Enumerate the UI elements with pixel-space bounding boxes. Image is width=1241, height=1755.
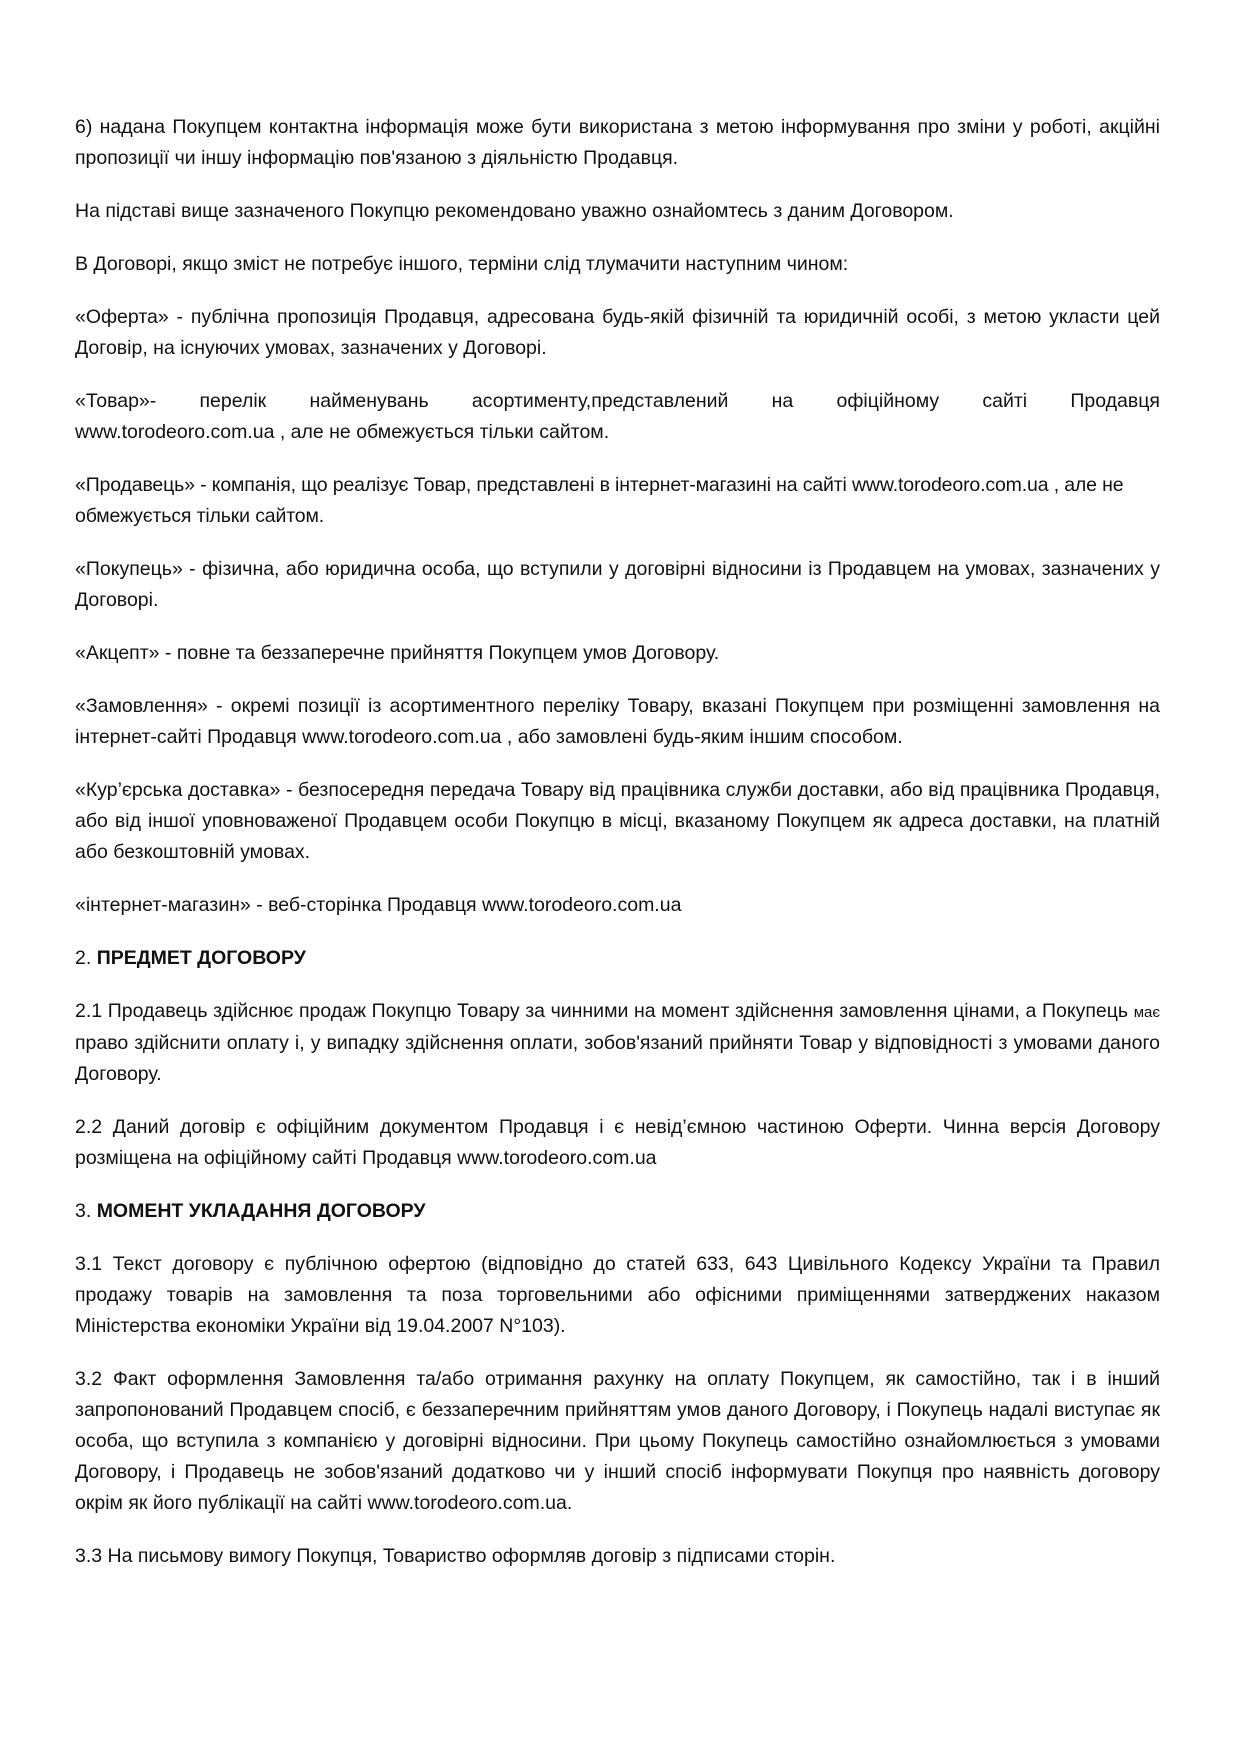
clause-3-2: 3.2 Факт оформлення Замовлення та/або отримання рахунку на оплату Покупцем, як самостійно, так і в інший запропонований Продавцем спосіб, є беззаперечним прийняттям умов даного Договору, і Покупець надалі виступає як особа, що вступила з компанією у договірні відносини. При цьому Покупець самостійно ознайомлюється з умовами Договору, і Продавець не зобов'язаний додатково чи у інший спосіб інформувати Покупця про наявність договору окрім як його публікації на сайті www.torodeoro.com.ua. (75, 1368, 1160, 1514)
section-3-number: 3. (75, 1200, 92, 1222)
paragraph-recommendation: На підставі вище зазначеного Покупцю рекомендовано уважно ознайомтесь з даним Договором. (75, 200, 954, 222)
definition-oferta: «Оферта» - публічна пропозиція Продавця, адресована будь-якій фізичній та юридичній особі, з метою укласти цей Договір, на існуючих умовах, зазначених у Договорі. (75, 306, 1160, 359)
clause-2-1 (75, 996, 1160, 1090)
section-2-heading (75, 943, 1160, 974)
word: офіційному (836, 390, 940, 412)
definition-internet-magazyn: «інтернет-магазин» - веб-сторінка Продавця www.torodeoro.com.ua (75, 894, 682, 916)
word: перелік (199, 390, 267, 412)
definition-tovar-line-1 (75, 386, 1160, 417)
definition-zamovlennia: «Замовлення» - окремі позиції із асортиментного переліку Товару, вказані Покупцем при розміщенні замовлення на інтернет-сайті Продавця www.torodeoro.com.ua , або замовлені будь-яким іншим способом. (75, 695, 1160, 748)
definition-prodavets: «Продавець» - компанія, що реалізує Товар, представлені в інтернет-магазині на сайті www.torodeoro.com.ua , але не обмежується тільки сайтом. (75, 474, 1124, 527)
paragraph-terms-intro: В Договорі, якщо зміст не потребує іншого, терміни слід тлумачити наступним чином: (75, 253, 849, 275)
clause-2-1-part-a: 2.1 Продавець здійснює продаж Покупцю Товару за чинними на момент здійснення замовлення цінами, а Покупець (75, 1000, 1129, 1022)
section-2-number: 2. (75, 947, 92, 969)
section-3-title: МОМЕНТ УКЛАДАННЯ ДОГОВОРУ (96, 1200, 426, 1222)
document-page (75, 112, 1160, 1594)
definition-aktsept: «Акцепт» - повне та беззаперечне прийняття Покупцем умов Договору. (75, 642, 720, 664)
word: найменувань (309, 390, 429, 412)
paragraph-contact-info: 6) надана Покупцем контактна інформація може бути використана з метою інформування про зміни у роботі, акційні пропозиції чи іншу інформацію пов'язаною з діяльністю Продавця. (75, 116, 1160, 169)
definition-tovar (75, 386, 1160, 448)
definition-pokupets: «Покупець» - фізична, або юридична особа, що вступили у договірні відносини із Продавцем на умовах, зазначених у Договорі. (75, 558, 1160, 611)
clause-2-1-part-b: право здійснити оплату і, у випадку здійснення оплати, зобов'язаний прийняти Товар у відповідності з умовами даного Договору. (75, 1032, 1160, 1085)
section-2-title: ПРЕДМЕТ ДОГОВОРУ (96, 947, 306, 969)
clause-2-1-small-word: має (1133, 1004, 1161, 1021)
clause-3-1: 3.1 Текст договору є публічною офертою (відповідно до статей 633, 643 Цивільного Кодексу України та Правил продажу товарів на замовлення та поза торговельними або офісними приміщеннями затверджених наказом Міністерства економіки України від 19.04.2007 N°103). (75, 1253, 1160, 1337)
word: сайті (982, 390, 1028, 412)
definition-tovar-line-2: www.torodeoro.com.ua , але не обмежується тільки сайтом. (75, 421, 610, 443)
clause-2-2: 2.2 Даний договір є офіційним документом Продавця і є невід’ємною частиною Оферти. Чинна версія Договору розміщена на офіційному сайті Продавця www.torodeoro.com.ua (75, 1116, 1160, 1169)
word: Продавця (1070, 390, 1160, 412)
definition-kurierska-dostavka: «Кур’єрська доставка» - безпосередня передача Товару від працівника служби доставки, або від працівника Продавця, або від іншої уповноваженої Продавцем особи Покупцю в місці, вказаному Покупцем як адреса доставки, на платній або безкоштовній умовах. (75, 779, 1160, 863)
word: на (771, 390, 794, 412)
clause-3-3: 3.3 На письмову вимогу Покупця, Товариство оформляв договір з підписами сторін. (75, 1545, 836, 1567)
section-3-heading (75, 1196, 1160, 1227)
word: асортименту,представлений (471, 390, 729, 412)
word: «Товар»- (75, 390, 157, 412)
